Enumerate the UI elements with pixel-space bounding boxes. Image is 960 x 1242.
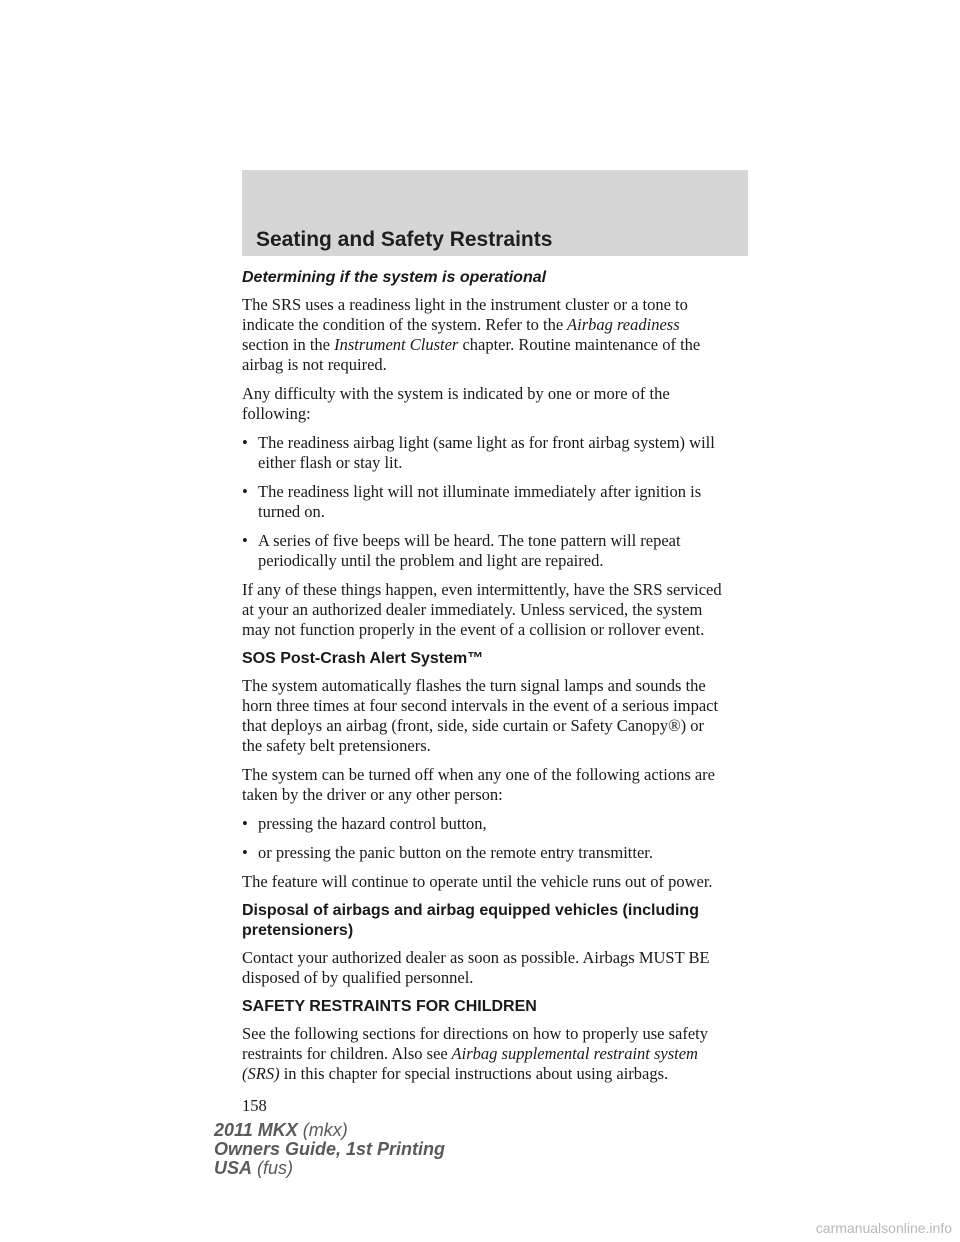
section-heading-sos: SOS Post-Crash Alert System™ bbox=[242, 650, 484, 667]
bullet-icon: • bbox=[242, 482, 248, 501]
text-line: following: bbox=[242, 404, 311, 423]
paragraph-sos-power bbox=[242, 872, 752, 892]
paragraph-difficulty bbox=[242, 384, 752, 424]
section-heading-operational: Determining if the system is operational bbox=[242, 269, 547, 286]
text-line: the safety belt pretensioners. bbox=[242, 736, 431, 755]
text-line: The system automatically flashes the turn signal lamps and sounds the bbox=[242, 676, 706, 695]
footer-edition: Owners Guide, 1st Printing bbox=[214, 1139, 446, 1159]
paragraph-service bbox=[242, 580, 752, 640]
watermark: carmanualsonline.info bbox=[815, 1220, 952, 1236]
footer-model: 2011 MKX bbox=[214, 1120, 298, 1140]
bullet-icon: • bbox=[242, 433, 248, 452]
text-line: disposed of by qualified personnel. bbox=[242, 968, 474, 987]
page-content bbox=[242, 266, 752, 1116]
list-item bbox=[242, 531, 752, 571]
ref-srs: (SRS) bbox=[242, 1064, 280, 1083]
text-line: The readiness light will not illuminate immediately after ignition is bbox=[258, 482, 702, 501]
bullet-icon: • bbox=[242, 814, 248, 833]
list-item bbox=[242, 843, 752, 863]
heading-line: Disposal of airbags and airbag equipped vehicles (including bbox=[242, 902, 699, 919]
turnoff-list bbox=[242, 814, 752, 863]
text-line: If any of these things happen, even intermittently, have the SRS serviced bbox=[242, 580, 722, 599]
text-line: The SRS uses a readiness light in the instrument cluster or a tone to bbox=[242, 295, 688, 314]
text-line: pressing the hazard control button, bbox=[258, 814, 487, 833]
heading-line: pretensioners) bbox=[242, 922, 354, 939]
text-line: chapter. Routine maintenance of the bbox=[458, 335, 701, 354]
text-line: taken by the driver or any other person: bbox=[242, 785, 503, 804]
ref-airbag-srs: Airbag supplemental restraint system bbox=[447, 1044, 698, 1063]
text-line: indicate the condition of the system. Refer to the bbox=[242, 315, 564, 334]
list-item bbox=[242, 814, 752, 834]
paragraph-disposal bbox=[242, 948, 752, 988]
bullet-icon: • bbox=[242, 531, 248, 550]
text-line: airbag is not required. bbox=[242, 355, 387, 374]
footer-market: USA bbox=[214, 1158, 253, 1178]
paragraph-readiness bbox=[242, 295, 752, 375]
chapter-header-bar bbox=[242, 170, 748, 256]
text-line: Any difficulty with the system is indicated by one or more of the bbox=[242, 384, 670, 403]
section-heading-children: SAFETY RESTRAINTS FOR CHILDREN bbox=[242, 998, 537, 1015]
text-line: in this chapter for special instructions about using airbags. bbox=[279, 1064, 669, 1083]
text-line: restraints for children. Also see bbox=[242, 1044, 448, 1063]
difficulty-list bbox=[242, 433, 752, 571]
text-line: either flash or stay lit. bbox=[258, 453, 403, 472]
text-line: The system can be turned off when any one of the following actions are bbox=[242, 765, 716, 784]
ref-instrument-cluster: Instrument Cluster bbox=[329, 335, 459, 354]
text-line: or pressing the panic button on the remote entry transmitter. bbox=[258, 843, 653, 862]
text-line: The readiness airbag light (same light as for front airbag system) will bbox=[258, 433, 715, 452]
text-line: See the following sections for directions on how to properly use safety bbox=[242, 1024, 709, 1043]
section-heading-disposal bbox=[242, 901, 752, 941]
footer-market-code: (fus) bbox=[252, 1158, 294, 1178]
text-line: periodically until the problem and light are repaired. bbox=[258, 551, 604, 570]
paragraph-sos-turnoff bbox=[242, 765, 752, 805]
text-line: that deploys an airbag (front, side, side curtain or Safety Canopy®) or bbox=[242, 716, 705, 735]
text-line: section in the bbox=[242, 335, 330, 354]
chapter-title: Seating and Safety Restraints bbox=[256, 228, 553, 251]
text-line: horn three times at four second intervals in the event of a serious impact bbox=[242, 696, 719, 715]
text-line: A series of five beeps will be heard. The tone pattern will repeat bbox=[258, 531, 681, 550]
list-item bbox=[242, 482, 752, 522]
text-line: The feature will continue to operate until the vehicle runs out of power. bbox=[242, 872, 713, 891]
paragraph-children bbox=[242, 1024, 752, 1084]
list-item bbox=[242, 433, 752, 473]
footer-model-code: (mkx) bbox=[297, 1120, 348, 1140]
print-footer bbox=[214, 1121, 445, 1178]
text-line: at your an authorized dealer immediately. Unless serviced, the system bbox=[242, 600, 703, 619]
paragraph-sos-description bbox=[242, 676, 752, 756]
text-line: turned on. bbox=[258, 502, 325, 521]
text-line: may not function properly in the event of a collision or rollover event. bbox=[242, 620, 705, 639]
ref-airbag-readiness: Airbag readiness bbox=[563, 315, 680, 334]
text-line: Contact your authorized dealer as soon as possible. Airbags MUST BE bbox=[242, 948, 710, 967]
page-number: 158 bbox=[242, 1096, 267, 1115]
bullet-icon: • bbox=[242, 843, 248, 862]
